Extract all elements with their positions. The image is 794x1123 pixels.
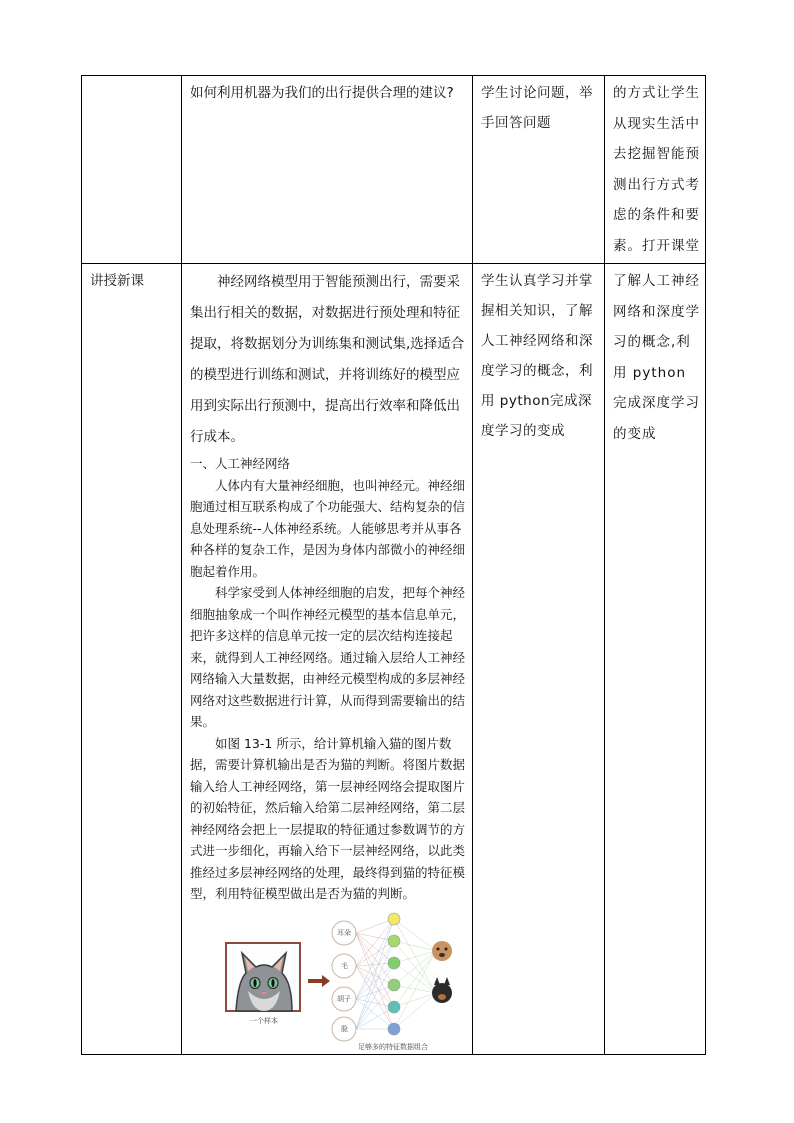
student-activity-cell — [473, 264, 605, 1055]
stage-cell-empty — [82, 76, 182, 264]
hidden-node — [388, 1023, 400, 1035]
section-heading: 一、人工神经网络 — [190, 456, 291, 471]
teacher-activity-cell — [182, 76, 473, 264]
output-dog-icon — [432, 941, 452, 961]
feature-label-3: 胡子 — [337, 994, 351, 1003]
feature-label-1: 耳朵 — [337, 928, 351, 937]
hidden-node — [388, 1001, 400, 1013]
neural-network-diagram — [218, 911, 458, 1053]
stage-cell — [82, 264, 182, 1055]
lesson-plan-table — [81, 75, 706, 1055]
combo-caption: 足够多的特征数据组合 — [358, 1042, 428, 1051]
table-row-new-lesson — [82, 264, 706, 1055]
student-activity-text: 学生讨论问题，举手回答问题 — [481, 85, 593, 131]
question-text: 如何利用机器为我们的出行提供合理的建议? — [190, 85, 454, 101]
stage-label: 讲授新课 — [90, 273, 144, 289]
hidden-node — [388, 913, 400, 925]
hidden-node — [388, 979, 400, 991]
feature-label-2: 毛 — [341, 961, 348, 970]
student-activity-cell — [473, 76, 605, 264]
design-intent-text: 的方式让学生从现实生活中去挖掘智能预测出行方式考虑的条件和要素。打开课堂 — [613, 85, 700, 254]
feature-nodes — [332, 921, 356, 1041]
teacher-activity-cell — [182, 264, 473, 1055]
design-intent-cell — [605, 76, 706, 264]
student-activity-text: 学生认真学习并掌握相关知识，了解人工神经网络和深度学习的概念，利用 python完成深度学习的变成 — [481, 273, 593, 439]
lesson-content — [182, 453, 472, 905]
feature-label-4: 脸 — [341, 1024, 348, 1033]
paragraph-ann: 科学家受到人体神经细胞的启发，把每个神经细胞抽象成一个叫作神经元模型的基本信息单元，把许多这样的信息单元按一定的层次结构连接起来，就得到人工神经网络。通过输入层给人工神经网络输入大量数据，由神经元模型构成的多层神经网络对这些数据进行计算，从而得到需要输出的结果。 — [190, 585, 466, 729]
hidden-node — [388, 935, 400, 947]
paragraph-cat-example: 如图 13-1 所示，给计算机输入猫的图片数据，需要计算机输出是否为猫的判断。将图片数据输入给人工神经网络，第一层神经网络会提取图片的初始特征，然后输入给第二层神经网络，第二层神经网络会把上一层提取的特征通过参数调节的方式进一步细化，再输入给下一层神经网络，以此类推经过多层神经网络的处理，最终得到猫的特征模型，利用特征模型做出是否为猫的判断。 — [190, 735, 466, 901]
sample-caption: 一个样本 — [250, 1016, 278, 1025]
hidden-node — [388, 957, 400, 969]
paragraph-neurons: 人体内有大量神经细胞，也叫神经元。神经细胞通过相互联系构成了个功能强大、结构复杂的信息处理系统--人体神经系统。人能够思考并从事各种各样的复杂工作，是因为身体内部微小的神经细胞起着作用。 — [190, 477, 466, 579]
design-intent-text: 了解人工神经网络和深度学习的概念,利用 python 完成深度学习的变成 — [613, 273, 700, 442]
table-row-intro — [82, 76, 706, 264]
design-intent-cell — [605, 264, 706, 1055]
intro-paragraph: 神经网络模型用于智能预测出行，需要采集出行相关的数据，对数据进行预处理和特征提取，将数据划分为训练集和测试集,选择适合的模型进行训练和测试，并将训练好的模型应用到实际出行预测中，提高出行效率和降低出行成本。 — [190, 274, 465, 445]
neural-network-figure — [218, 911, 458, 1053]
arrow-icon — [308, 975, 330, 987]
output-doberman-icon — [432, 977, 452, 1003]
